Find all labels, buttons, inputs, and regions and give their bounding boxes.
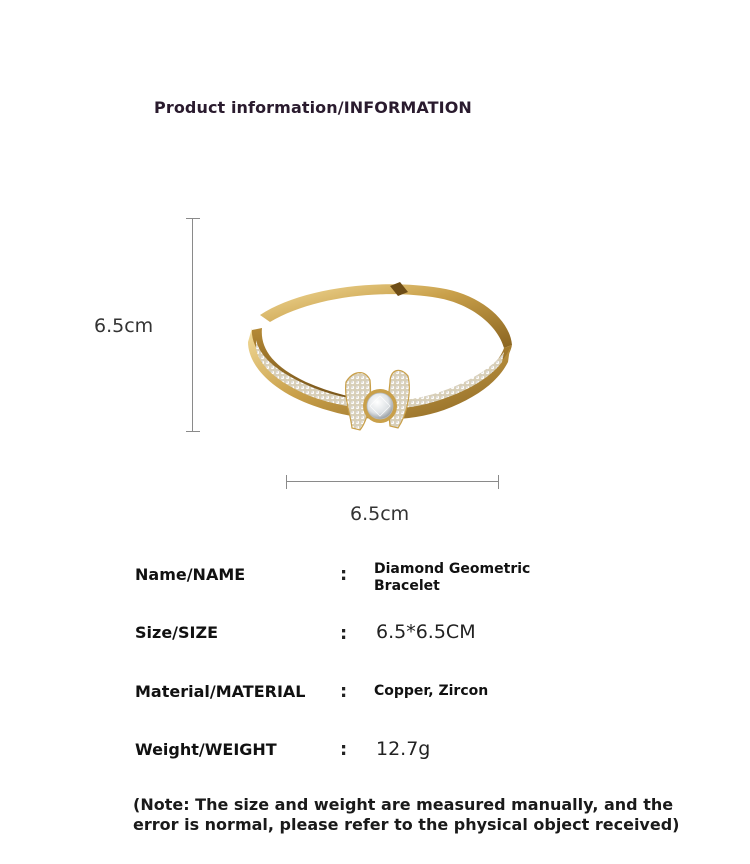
width-dimension-line [286,475,499,489]
spec-label-material: Material/MATERIAL [135,682,306,701]
spec-value-weight: 12.7g [376,738,431,760]
spec-label-size: Size/SIZE [135,623,219,642]
height-dimension-label: 6.5cm [94,315,154,337]
spec-separator: : [340,623,348,644]
spec-label-weight: Weight/WEIGHT [135,740,277,759]
page-title: Product information/INFORMATION [154,98,472,117]
measurement-note: (Note: The size and weight are measured manually, and the error is normal, please refer to the physical object received) [133,795,680,834]
spec-value-material: Copper, Zircon [374,683,489,699]
spec-separator: : [340,564,348,585]
spec-separator: : [340,681,348,702]
spec-value-size: 6.5*6.5CM [376,621,476,643]
spec-label-name: Name/NAME [135,565,246,584]
height-dimension-line [186,218,200,432]
spec-separator: : [340,739,348,760]
width-dimension-label: 6.5cm [350,503,410,525]
spec-value-name: Diamond Geometric Bracelet [374,561,531,594]
product-image [240,270,530,445]
